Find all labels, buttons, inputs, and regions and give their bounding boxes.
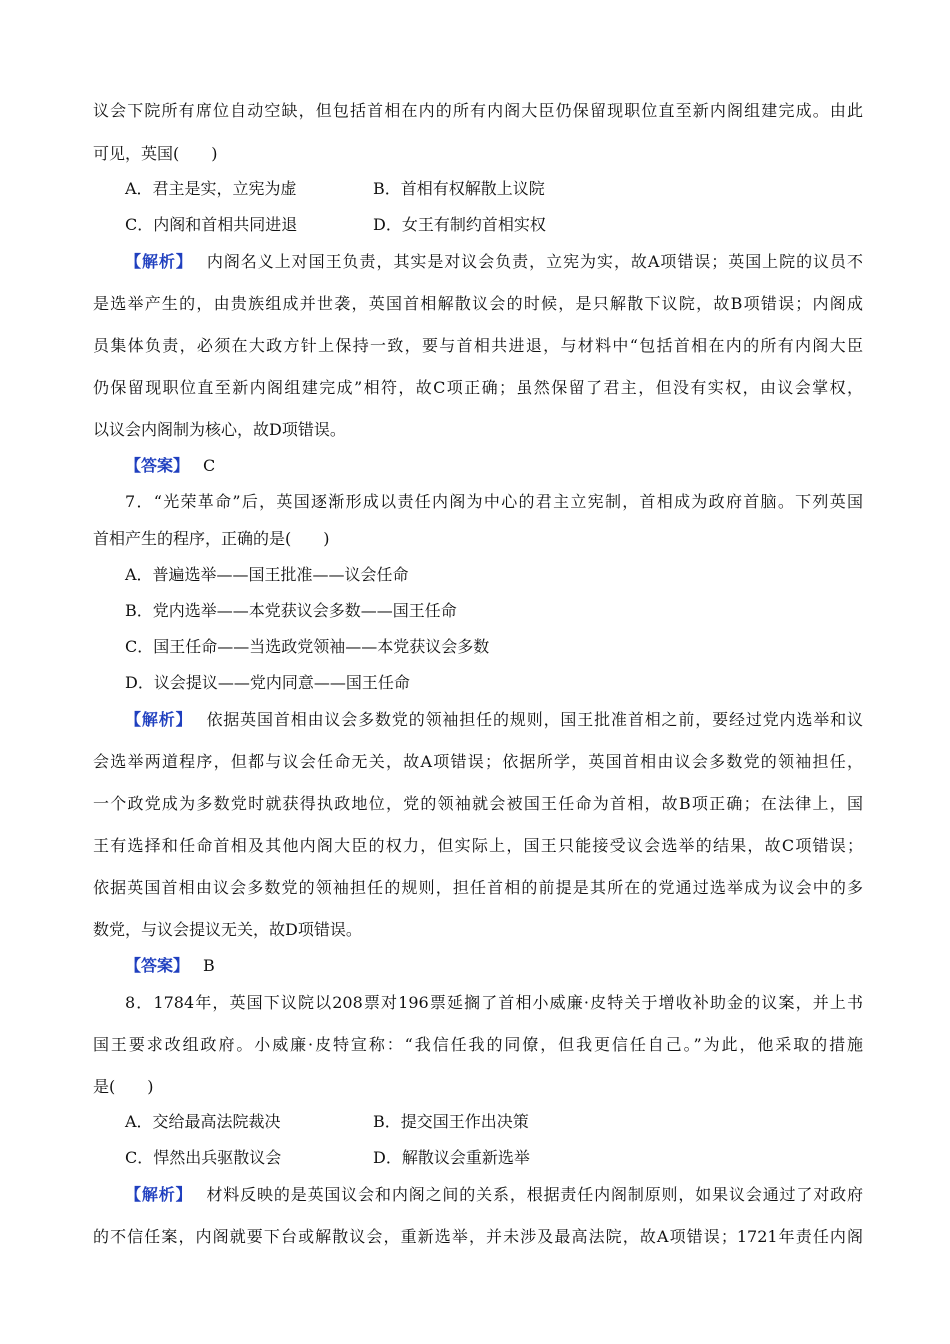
q7-analysis-line-3: 一个政党成为多数党时就获得执政地位，党的领袖就会被国王任命为首相，故B项正确；在法律上，国 <box>93 794 863 813</box>
q6-analysis-text-1: 内阁名义上对国王负责，其实是对议会负责，立宪为实，故A项错误；英国上院的议员不 <box>206 252 863 271</box>
q8-stem-line-2: 国王要求改组政府。小威廉·皮特宣称：“我信任我的同僚，但我更信任自己。”为此，他采取的措施 <box>93 1035 863 1054</box>
q8-analysis-text-1: 材料反映的是英国议会和内阁之间的关系，根据责任内阁制原则，如果议会通过了对政府 <box>206 1185 863 1204</box>
q7-option-c: C．国王任命——当选政党领袖——本党获议会多数 <box>125 637 490 656</box>
q6-analysis-tag: 【解析】 <box>125 252 193 271</box>
q7-analysis-line-4: 王有选择和任命首相及其他内阁大臣的权力，但实际上，国王只能接受议会选举的结果，故C项错误； <box>93 836 863 855</box>
q7-answer-value: B <box>203 956 215 975</box>
q6-analysis-line-4: 仍保留现职位直至新内阁组建完成”相符，故C项正确；虽然保留了君主，但没有实权，由议会掌权， <box>93 378 863 397</box>
q6-analysis-line-3: 员集体负责，必须在大政方针上保持一致，要与首相共进退，与材料中“包括首相在内的所有内阁大臣 <box>93 336 863 355</box>
q6-stem-line-2: 可见，英国( ) <box>93 144 218 163</box>
q8-option-a: A．交给最高法院裁决 <box>125 1112 281 1131</box>
q6-option-a: A．君主是实，立宪为虚 <box>125 179 297 198</box>
q6-option-d: D．女王有制约首相实权 <box>373 215 546 234</box>
q7-stem-line-1: 7．“光荣革命”后，英国逐渐形成以责任内阁为中心的君主立宪制，首相成为政府首脑。下列英国 <box>125 492 863 511</box>
q8-analysis-line-1 <box>125 1184 863 1206</box>
q6-answer-tag: 【答案】 <box>125 456 190 475</box>
q8-option-d: D．解散议会重新选举 <box>373 1148 530 1167</box>
q6-option-c: C．内阁和首相共同进退 <box>125 215 298 234</box>
q7-stem-line-2: 首相产生的程序，正确的是( ) <box>93 529 330 548</box>
q7-analysis-line-6: 数党，与议会提议无关，故D项错误。 <box>93 920 362 939</box>
q7-answer-line <box>125 955 215 977</box>
q7-analysis-line-1 <box>125 709 863 731</box>
q8-analysis-tag: 【解析】 <box>125 1185 193 1204</box>
q7-analysis-line-5: 依据英国首相由议会多数党的领袖担任的规则，担任首相的前提是其所在的党通过选举成为议会中的多 <box>93 878 863 897</box>
q8-option-b: B．提交国王作出决策 <box>373 1112 529 1131</box>
q8-stem-line-3: 是( ) <box>93 1077 154 1096</box>
q6-option-b: B．首相有权解散上议院 <box>373 179 545 198</box>
q7-analysis-text-1: 依据英国首相由议会多数党的领袖担任的规则，国王批准首相之前，要经过党内选举和议 <box>206 710 863 729</box>
q7-analysis-line-2: 会选举两道程序，但都与议会任命无关，故A项错误；依据所学，英国首相由议会多数党的领袖担任， <box>93 752 863 771</box>
q7-option-b: B．党内选举——本党获议会多数——国王任命 <box>125 601 457 620</box>
q7-option-a: A．普遍选举——国王批准——议会任命 <box>125 565 409 584</box>
q8-stem-line-1: 8．1784年，英国下议院以208票对196票延搁了首相小威廉·皮特关于增收补助金的议案，并上书 <box>125 993 863 1012</box>
q7-analysis-tag: 【解析】 <box>125 710 193 729</box>
q8-option-c: C．悍然出兵驱散议会 <box>125 1148 282 1167</box>
q6-stem-line-1: 议会下院所有席位自动空缺，但包括首相在内的所有内阁大臣仍保留现职位直至新内阁组建完成。由此 <box>93 101 863 120</box>
q6-answer-line <box>125 455 215 477</box>
q6-analysis-line-5: 以议会内阁制为核心，故D项错误。 <box>93 420 346 439</box>
q6-analysis-line-1 <box>125 251 863 273</box>
q7-option-d: D．议会提议——党内同意——国王任命 <box>125 673 410 692</box>
q8-analysis-line-2: 的不信任案，内阁就要下台或解散议会，重新选举，并未涉及最高法院，故A项错误；1721年责任内阁 <box>93 1227 863 1246</box>
q7-answer-tag: 【答案】 <box>125 956 190 975</box>
q6-analysis-line-2: 是选举产生的，由贵族组成并世袭，英国首相解散议会的时候，是只解散下议院，故B项错误；内阁成 <box>93 294 863 313</box>
q6-answer-value: C <box>203 456 216 475</box>
